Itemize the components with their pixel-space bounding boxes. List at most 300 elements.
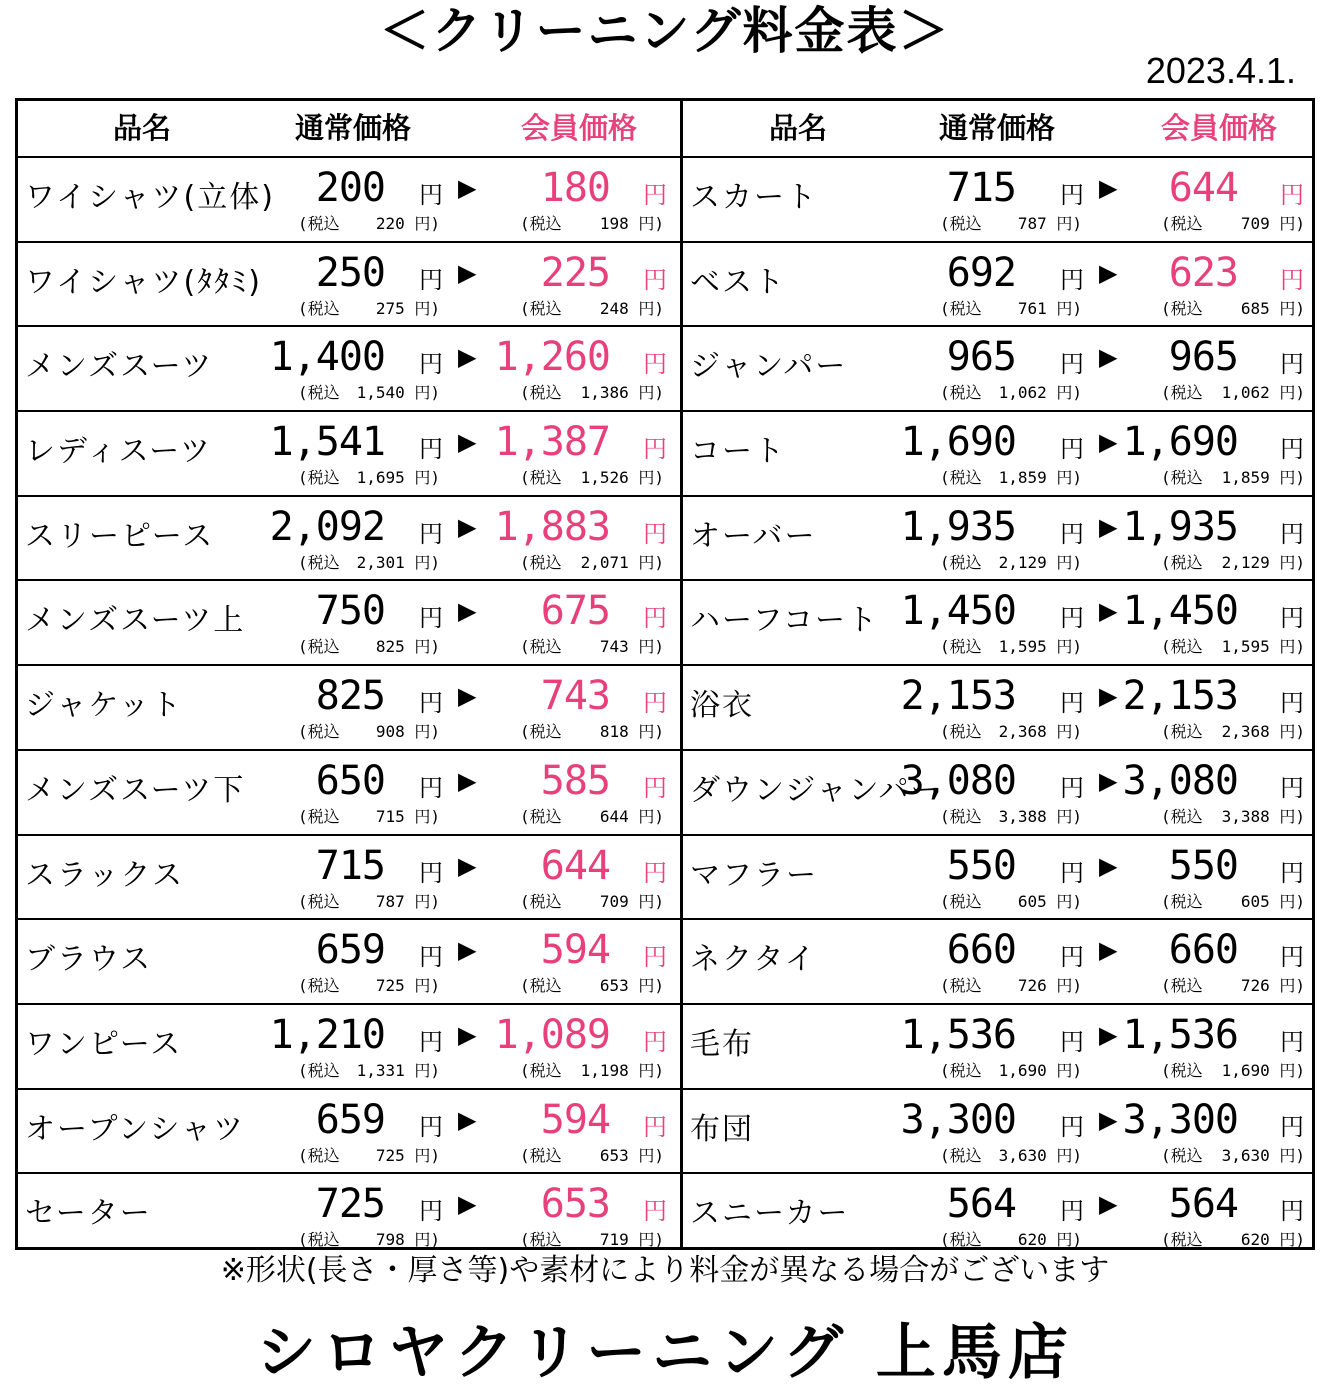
item-name: オープンシャツ — [25, 1111, 245, 1147]
tax-value: 2,368 円) — [1221, 722, 1305, 742]
item-name: 浴衣 — [690, 688, 754, 724]
member-price: 585 — [540, 757, 610, 804]
header-regular-price: 通常価格 — [295, 111, 412, 145]
regular-price: 550 — [946, 842, 1016, 889]
tax-value: 818 円) — [599, 722, 664, 742]
tax-value: 743 円) — [599, 637, 664, 657]
member-price: 623 — [1168, 249, 1238, 296]
tax-value: 825 円) — [375, 637, 440, 657]
regular-price: 3,300 — [900, 1096, 1016, 1143]
member-price: 550 — [1168, 842, 1238, 889]
regular-price: 725 — [315, 1181, 385, 1228]
member-price: 594 — [540, 1096, 610, 1143]
tax-value: 2,129 円) — [998, 552, 1082, 572]
tax-value: 709 円) — [1240, 214, 1305, 233]
tax-value: 1,690 円) — [998, 1060, 1082, 1080]
yen-label: 円 — [419, 181, 443, 209]
yen-label: 円 — [419, 858, 443, 887]
tax-value: 620 円) — [1017, 1230, 1082, 1250]
regular-price: 200 — [315, 165, 385, 211]
regular-price: 564 — [946, 1181, 1016, 1228]
item-name: ベスト — [690, 264, 786, 300]
table-row — [18, 666, 680, 751]
tax-prefix: (税込 — [298, 722, 340, 742]
tax-value: 709 円) — [599, 891, 664, 911]
arrow-icon: ▶ — [458, 851, 477, 880]
tax-value: 726 円) — [1240, 976, 1305, 996]
item-name: ブラウス — [25, 942, 153, 978]
tax-value: 653 円) — [599, 976, 664, 996]
yen-label: 円 — [1060, 858, 1084, 887]
tax-prefix: (税込 — [1161, 976, 1203, 996]
yen-label: 円 — [643, 773, 667, 802]
tax-value: 275 円) — [375, 298, 440, 318]
yen-label: 円 — [643, 1112, 667, 1141]
regular-price: 2,092 — [269, 503, 385, 550]
arrow-icon: ▶ — [458, 258, 477, 287]
yen-label: 円 — [1280, 1112, 1304, 1141]
item-name: 毛布 — [690, 1026, 754, 1062]
arrow-icon: ▶ — [1099, 682, 1118, 711]
table-row — [18, 581, 680, 666]
table-header-right — [683, 101, 1312, 158]
tax-prefix: (税込 — [940, 552, 982, 572]
tax-prefix: (税込 — [940, 298, 982, 318]
yen-label: 円 — [1060, 350, 1084, 379]
tax-value: 3,630 円) — [998, 1145, 1082, 1165]
table-row — [683, 581, 1312, 666]
member-price: 594 — [540, 927, 610, 974]
arrow-icon: ▶ — [458, 766, 477, 795]
regular-price: 659 — [315, 927, 385, 974]
header-member-price: 会員価格 — [1161, 111, 1278, 145]
member-price: 180 — [540, 165, 610, 211]
arrow-icon: ▶ — [1099, 1190, 1118, 1219]
tax-prefix: (税込 — [298, 298, 340, 318]
member-price: 675 — [540, 588, 610, 635]
tax-prefix: (税込 — [1161, 468, 1203, 488]
tax-value: 2,071 円) — [580, 552, 664, 572]
yen-label: 円 — [1060, 773, 1084, 802]
table-row — [18, 920, 680, 1005]
yen-label: 円 — [643, 435, 667, 464]
arrow-icon: ▶ — [1099, 258, 1118, 287]
tax-prefix: (税込 — [520, 214, 562, 233]
item-name: ハーフコート — [690, 603, 879, 639]
member-price: 1,387 — [494, 419, 610, 466]
tax-value: 2,368 円) — [998, 722, 1082, 742]
yen-label: 円 — [1280, 858, 1304, 887]
yen-label: 円 — [643, 519, 667, 548]
tax-value: 761 円) — [1017, 298, 1082, 318]
table-row — [18, 1090, 680, 1175]
header-member-price: 会員価格 — [521, 111, 638, 145]
tax-value: 787 円) — [375, 891, 440, 911]
yen-label: 円 — [419, 773, 443, 802]
arrow-icon: ▶ — [458, 343, 477, 372]
member-price: 3,300 — [1122, 1096, 1238, 1143]
tax-prefix: (税込 — [520, 468, 562, 488]
yen-label: 円 — [643, 181, 667, 209]
tax-prefix: (税込 — [298, 1060, 340, 1080]
table-row — [683, 497, 1312, 582]
item-name: スニーカー — [690, 1196, 850, 1232]
member-price: 564 — [1168, 1181, 1238, 1228]
member-price: 1,089 — [494, 1011, 610, 1058]
tax-prefix: (税込 — [940, 214, 982, 233]
regular-price: 965 — [946, 334, 1016, 381]
tax-prefix: (税込 — [298, 383, 340, 403]
table-row — [683, 920, 1312, 1005]
tax-prefix: (税込 — [298, 806, 340, 826]
regular-price: 1,210 — [269, 1011, 385, 1058]
shop-name: シロヤクリーニング 上馬店 — [256, 1318, 1074, 1388]
regular-price: 3,080 — [900, 757, 1016, 804]
table-row — [683, 158, 1312, 243]
member-price: 644 — [1168, 165, 1238, 211]
item-name: コート — [690, 434, 786, 470]
tax-prefix: (税込 — [298, 1230, 340, 1250]
tax-prefix: (税込 — [1161, 383, 1203, 403]
yen-label: 円 — [419, 604, 443, 633]
tax-prefix: (税込 — [940, 468, 982, 488]
tax-value: 1,198 円) — [580, 1060, 664, 1080]
arrow-icon: ▶ — [458, 1190, 477, 1219]
yen-label: 円 — [1060, 1112, 1084, 1141]
tax-value: 248 円) — [599, 298, 664, 318]
item-name: セーター — [25, 1196, 152, 1232]
table-header-left — [18, 101, 680, 158]
yen-label: 円 — [1280, 1197, 1304, 1226]
yen-label: 円 — [643, 350, 667, 379]
yen-label: 円 — [1060, 604, 1084, 633]
tax-prefix: (税込 — [520, 1060, 562, 1080]
yen-label: 円 — [1280, 773, 1304, 802]
yen-label: 円 — [1060, 689, 1084, 718]
yen-label: 円 — [1280, 1027, 1304, 1056]
regular-price: 660 — [946, 927, 1016, 974]
tax-prefix: (税込 — [940, 976, 982, 996]
arrow-icon: ▶ — [458, 1020, 477, 1049]
tax-prefix: (税込 — [940, 1145, 982, 1165]
item-name: ジャンパー — [690, 349, 848, 385]
tax-prefix: (税込 — [520, 976, 562, 996]
yen-label: 円 — [643, 1197, 667, 1226]
item-name: メンズスーツ下 — [25, 772, 246, 808]
price-table-right — [683, 101, 1312, 1250]
tax-prefix: (税込 — [520, 637, 562, 657]
table-row — [18, 497, 680, 582]
yen-label: 円 — [643, 858, 667, 887]
tax-prefix: (税込 — [1161, 891, 1203, 911]
yen-label: 円 — [1060, 519, 1084, 548]
yen-label: 円 — [1280, 689, 1304, 718]
item-name: ダウンジャンパー — [690, 772, 943, 808]
member-price: 644 — [540, 842, 610, 889]
regular-price: 1,536 — [900, 1011, 1016, 1058]
arrow-icon: ▶ — [1099, 597, 1118, 626]
table-row — [683, 751, 1312, 836]
tax-value: 3,388 円) — [1221, 806, 1305, 826]
tax-value: 719 円) — [599, 1230, 664, 1250]
tax-value: 1,859 円) — [1221, 468, 1305, 488]
tax-value: 2,129 円) — [1221, 552, 1305, 572]
yen-label: 円 — [419, 1197, 443, 1226]
tax-value: 1,331 円) — [356, 1060, 440, 1080]
table-row — [18, 412, 680, 497]
regular-price: 1,450 — [900, 588, 1016, 635]
tax-prefix: (税込 — [1161, 298, 1203, 318]
tax-value: 725 円) — [375, 1145, 440, 1165]
price-note: ※形状(長さ・厚さ等)や素材により料金が異なる場合がございます — [220, 1253, 1110, 1288]
tax-prefix: (税込 — [520, 552, 562, 572]
tax-value: 1,595 円) — [998, 637, 1082, 657]
tax-value: 644 円) — [599, 806, 664, 826]
tax-prefix: (税込 — [520, 383, 562, 403]
tax-value: 220 円) — [375, 214, 440, 233]
tax-prefix: (税込 — [298, 891, 340, 911]
arrow-icon: ▶ — [1099, 851, 1118, 880]
table-row — [683, 1174, 1312, 1259]
member-price: 1,450 — [1122, 588, 1238, 635]
table-row — [18, 327, 680, 412]
item-name: マフラー — [690, 857, 818, 893]
price-list-left — [18, 158, 680, 1259]
yen-label: 円 — [1060, 943, 1084, 972]
item-name: レディスーツ — [25, 434, 212, 470]
tax-value: 1,526 円) — [580, 468, 664, 488]
header-item-name: 品名 — [113, 111, 172, 145]
yen-label: 円 — [1280, 519, 1304, 548]
yen-label: 円 — [419, 689, 443, 718]
regular-price: 715 — [315, 842, 385, 889]
tax-prefix: (税込 — [520, 722, 562, 742]
yen-label: 円 — [1280, 435, 1304, 464]
member-price: 743 — [540, 673, 610, 720]
yen-label: 円 — [643, 943, 667, 972]
yen-label: 円 — [643, 604, 667, 633]
yen-label: 円 — [643, 265, 667, 294]
item-name: ワイシャツ(ﾀﾀﾐ) — [25, 264, 262, 300]
yen-label: 円 — [419, 519, 443, 548]
item-name: メンズスーツ — [25, 349, 214, 385]
tax-prefix: (税込 — [940, 722, 982, 742]
yen-label: 円 — [1060, 435, 1084, 464]
tax-value: 1,595 円) — [1221, 637, 1305, 657]
tax-prefix: (税込 — [298, 637, 340, 657]
member-price: 965 — [1168, 334, 1238, 381]
tax-prefix: (税込 — [1161, 806, 1203, 826]
tax-value: 798 円) — [375, 1230, 440, 1250]
arrow-icon: ▶ — [458, 682, 477, 711]
member-price: 1,690 — [1122, 419, 1238, 466]
tax-prefix: (税込 — [520, 298, 562, 318]
item-name: 布団 — [690, 1111, 754, 1147]
item-name: スラックス — [25, 857, 185, 893]
tax-prefix: (税込 — [520, 891, 562, 911]
tax-value: 653 円) — [599, 1145, 664, 1165]
tax-value: 1,859 円) — [998, 468, 1082, 488]
tax-value: 908 円) — [375, 722, 440, 742]
item-name: ジャケット — [25, 688, 183, 724]
arrow-icon: ▶ — [458, 597, 477, 626]
tax-value: 1,540 円) — [356, 383, 440, 403]
item-name: メンズスーツ上 — [25, 603, 246, 639]
tax-prefix: (税込 — [298, 468, 340, 488]
arrow-icon: ▶ — [1099, 428, 1118, 457]
regular-price: 659 — [315, 1096, 385, 1143]
table-row — [18, 751, 680, 836]
tax-value: 3,388 円) — [998, 806, 1082, 826]
arrow-icon: ▶ — [1099, 766, 1118, 795]
arrow-icon: ▶ — [458, 512, 477, 541]
arrow-icon: ▶ — [1099, 1105, 1118, 1134]
member-price: 1,935 — [1122, 503, 1238, 550]
yen-label: 円 — [419, 943, 443, 972]
tax-prefix: (税込 — [940, 1060, 982, 1080]
tax-prefix: (税込 — [1161, 722, 1203, 742]
regular-price: 1,400 — [269, 334, 385, 381]
regular-price: 715 — [946, 165, 1016, 211]
regular-price: 825 — [315, 673, 385, 720]
tax-value: 1,062 円) — [998, 383, 1082, 403]
yen-label: 円 — [1060, 265, 1084, 294]
item-name: ネクタイ — [690, 942, 817, 978]
regular-price: 2,153 — [900, 673, 1016, 720]
arrow-icon: ▶ — [458, 428, 477, 457]
yen-label: 円 — [1060, 1197, 1084, 1226]
yen-label: 円 — [1280, 604, 1304, 633]
tax-prefix: (税込 — [298, 1145, 340, 1165]
tax-prefix: (税込 — [1161, 214, 1203, 233]
tax-prefix: (税込 — [940, 1230, 982, 1250]
tax-value: 1,386 円) — [580, 383, 664, 403]
arrow-icon: ▶ — [458, 936, 477, 965]
table-row — [18, 836, 680, 921]
yen-label: 円 — [419, 1027, 443, 1056]
table-row — [18, 1174, 680, 1259]
tax-value: 726 円) — [1017, 976, 1082, 996]
tax-prefix: (税込 — [298, 976, 340, 996]
item-name: ワンピース — [25, 1026, 183, 1062]
member-price: 1,883 — [494, 503, 610, 550]
page-title: ＜クリーニング料金表＞ — [379, 2, 951, 60]
tax-prefix: (税込 — [940, 891, 982, 911]
header-item-name: 品名 — [769, 111, 828, 145]
regular-price: 1,541 — [269, 419, 385, 466]
arrow-icon: ▶ — [1099, 343, 1118, 372]
regular-price: 1,690 — [900, 419, 1016, 466]
arrow-icon: ▶ — [1099, 512, 1118, 541]
regular-price: 250 — [315, 249, 385, 296]
table-row — [683, 836, 1312, 921]
arrow-icon: ▶ — [1099, 174, 1118, 202]
table-row — [18, 1005, 680, 1090]
yen-label: 円 — [643, 689, 667, 718]
item-name: オーバー — [690, 518, 817, 554]
member-price: 660 — [1168, 927, 1238, 974]
table-row — [18, 243, 680, 328]
tax-value: 3,630 円) — [1221, 1145, 1305, 1165]
tax-prefix: (税込 — [298, 552, 340, 572]
header-regular-price: 通常価格 — [939, 111, 1056, 145]
table-row — [683, 1005, 1312, 1090]
tax-value: 198 円) — [599, 214, 664, 233]
table-row — [683, 1090, 1312, 1175]
yen-label: 円 — [1280, 350, 1304, 379]
tax-value: 605 円) — [1240, 891, 1305, 911]
tax-prefix: (税込 — [940, 806, 982, 826]
price-table-left — [18, 101, 683, 1250]
tax-value: 1,062 円) — [1221, 383, 1305, 403]
table-row — [683, 412, 1312, 497]
arrow-icon: ▶ — [1099, 1020, 1118, 1049]
member-price: 3,080 — [1122, 757, 1238, 804]
member-price: 1,536 — [1122, 1011, 1238, 1058]
arrow-icon: ▶ — [1099, 936, 1118, 965]
member-price: 2,153 — [1122, 673, 1238, 720]
yen-label: 円 — [419, 265, 443, 294]
yen-label: 円 — [419, 1112, 443, 1141]
yen-label: 円 — [419, 435, 443, 464]
regular-price: 692 — [946, 249, 1016, 296]
tax-value: 685 円) — [1240, 298, 1305, 318]
member-price: 1,260 — [494, 334, 610, 381]
yen-label: 円 — [1280, 943, 1304, 972]
yen-label: 円 — [1060, 181, 1084, 209]
table-row — [18, 158, 680, 243]
regular-price: 1,935 — [900, 503, 1016, 550]
tax-prefix: (税込 — [1161, 1145, 1203, 1165]
yen-label: 円 — [643, 1027, 667, 1056]
arrow-icon: ▶ — [458, 1105, 477, 1134]
item-name: スリーピース — [25, 518, 215, 554]
yen-label: 円 — [1280, 265, 1304, 294]
tax-prefix: (税込 — [1161, 637, 1203, 657]
tax-prefix: (税込 — [1161, 552, 1203, 572]
tax-value: 605 円) — [1017, 891, 1082, 911]
tax-prefix: (税込 — [1161, 1230, 1203, 1250]
tax-prefix: (税込 — [520, 1145, 562, 1165]
tax-prefix: (税込 — [520, 1230, 562, 1250]
regular-price: 750 — [315, 588, 385, 635]
member-price: 225 — [540, 249, 610, 296]
tax-value: 1,690 円) — [1221, 1060, 1305, 1080]
table-row — [683, 327, 1312, 412]
table-row — [683, 243, 1312, 328]
price-list-right — [683, 158, 1312, 1259]
tax-value: 715 円) — [375, 806, 440, 826]
tax-prefix: (税込 — [1161, 1060, 1203, 1080]
tax-value: 1,695 円) — [356, 468, 440, 488]
arrow-icon: ▶ — [458, 174, 477, 202]
yen-label: 円 — [1060, 1027, 1084, 1056]
item-name: ワイシャツ(立体) — [25, 180, 275, 215]
yen-label: 円 — [419, 350, 443, 379]
member-price: 653 — [540, 1181, 610, 1228]
tax-value: 2,301 円) — [356, 552, 440, 572]
regular-price: 650 — [315, 757, 385, 804]
tax-value: 787 円) — [1017, 214, 1082, 233]
item-name: スカート — [690, 180, 818, 215]
tax-value: 620 円) — [1240, 1230, 1305, 1250]
tax-prefix: (税込 — [940, 637, 982, 657]
yen-label: 円 — [1280, 181, 1304, 209]
tax-prefix: (税込 — [298, 214, 340, 233]
effective-date: 2023.4.1. — [1145, 50, 1296, 91]
table-row — [683, 666, 1312, 751]
tax-prefix: (税込 — [520, 806, 562, 826]
